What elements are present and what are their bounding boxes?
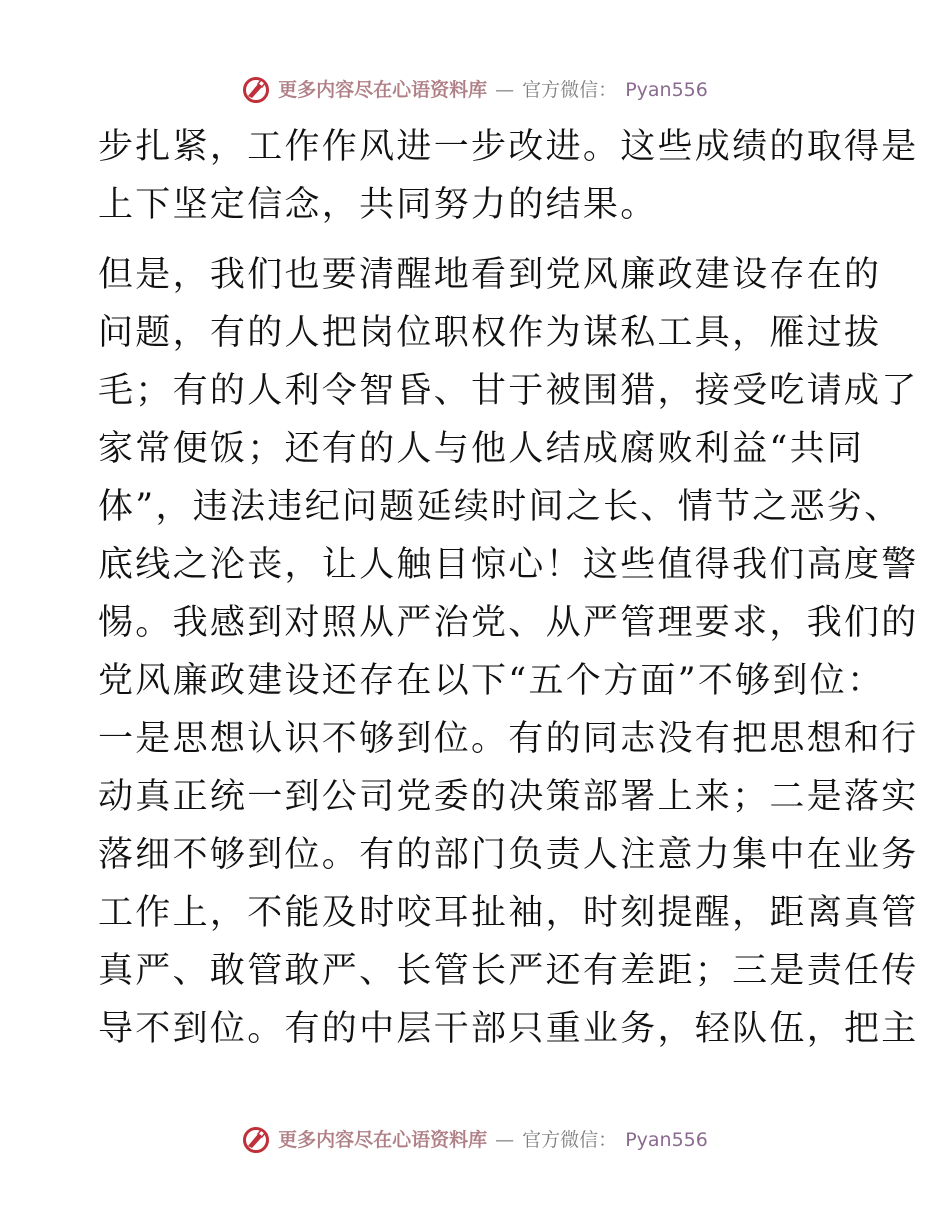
paragraph-2 (98, 246, 919, 1058)
text-line: 落细不够到位。有的部门负责人注意力集中在业务 (98, 835, 919, 875)
watermark-separator: — (495, 79, 515, 101)
text-line: 家常便饭；还有的人与他人结成腐败利益“共同 (98, 429, 865, 469)
text-line: 体”，违法违纪问题延续时间之长、情节之恶劣、 (98, 487, 902, 527)
watermark-separator: — (495, 1129, 515, 1151)
text-line: 上下坚定信念，共同努力的结果。 (98, 185, 658, 225)
footer-watermark (0, 1124, 950, 1156)
pen-circle-logo-icon (242, 1126, 270, 1154)
text-line: 工作上，不能及时咬耳扯袖，时刻提醒，距离真管 (98, 893, 919, 933)
paragraph-1 (98, 118, 919, 234)
text-line: 毛；有的人利令智昏、甘于被围猎，接受吃请成了 (98, 371, 919, 411)
header-watermark (0, 74, 950, 106)
watermark-label: 官方微信： (522, 1129, 618, 1151)
text-line: 真严、敢管敢严、长管长严还有差距；三是责任传 (98, 951, 919, 991)
text-line: 底线之沦丧，让人触目惊心！这些值得我们高度警 (98, 545, 919, 585)
text-line: 但是，我们也要清醒地看到党风廉政建设存在的 (98, 255, 882, 295)
pen-circle-logo-icon (242, 76, 270, 104)
text-line: 问题，有的人把岗位职权作为谋私工具，雁过拔 (98, 313, 882, 353)
watermark-main-text: 更多内容尽在心语资料库 (278, 79, 488, 101)
text-line: 导不到位。有的中层干部只重业务，轻队伍，把主 (98, 1009, 919, 1049)
text-line: 步扎紧，工作作风进一步改进。这些成绩的取得是 (98, 127, 919, 167)
text-line: 动真正统一到公司党委的决策部署上来；二是落实 (98, 777, 919, 817)
document-body (98, 118, 919, 1058)
text-line: 惕。我感到对照从严治党、从严管理要求，我们的 (98, 603, 919, 643)
watermark-label: 官方微信： (522, 79, 618, 101)
text-line: 一是思想认识不够到位。有的同志没有把思想和行 (98, 719, 919, 759)
watermark-handle: Pyan556 (625, 79, 708, 101)
text-line: 党风廉政建设还存在以下“五个方面”不够到位： (98, 661, 885, 701)
watermark-handle: Pyan556 (625, 1129, 708, 1151)
watermark-main-text: 更多内容尽在心语资料库 (278, 1129, 488, 1151)
